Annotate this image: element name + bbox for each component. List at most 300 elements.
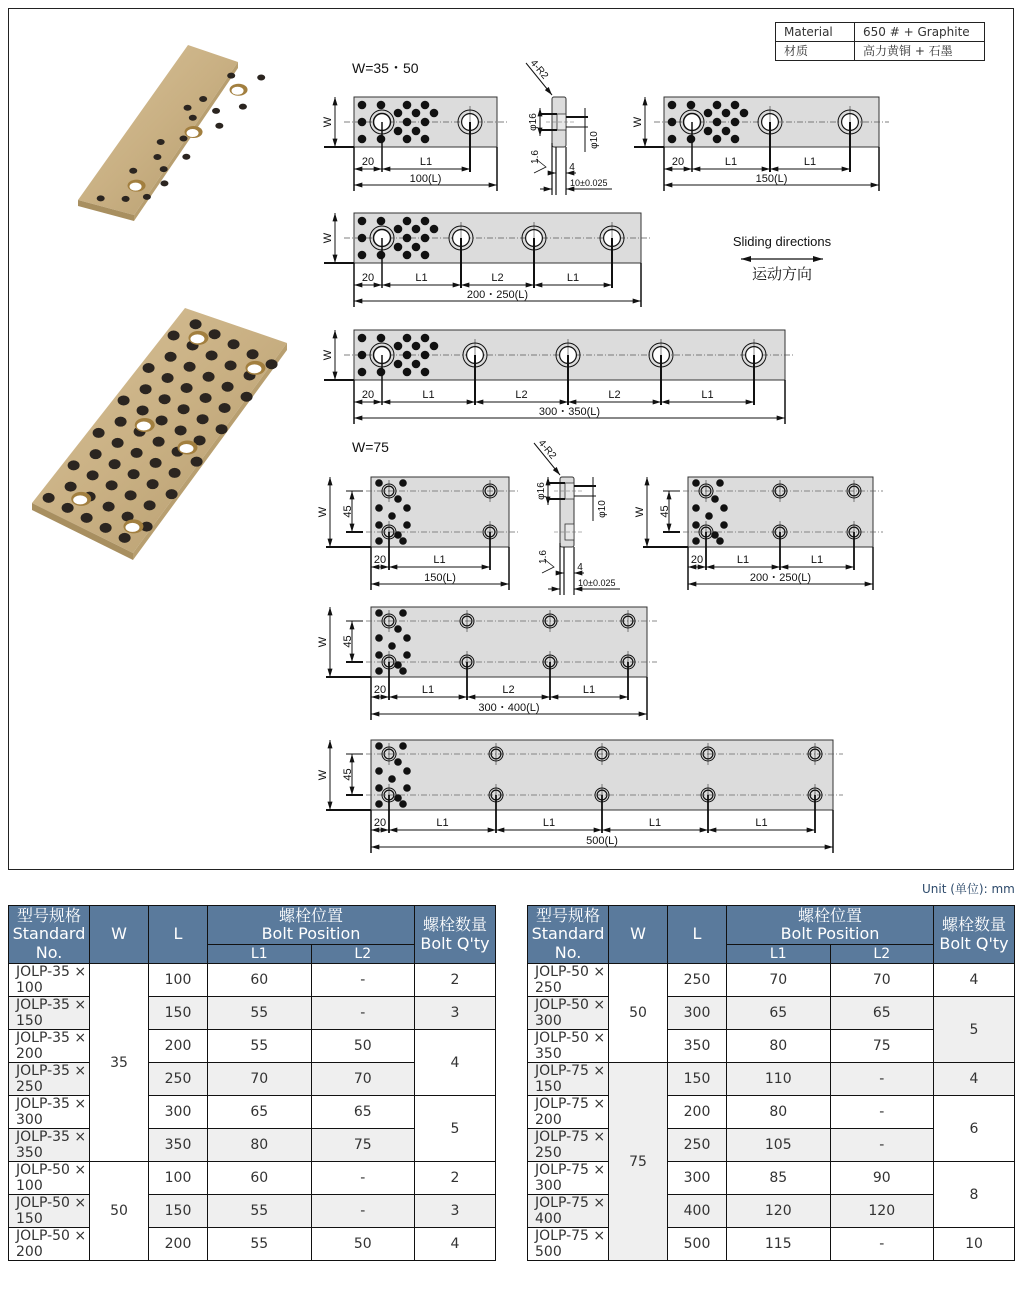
graphite-plug [93,428,105,438]
graphite-plug [394,495,402,503]
plate-w75-300 [317,607,657,720]
graphite-plug [403,351,412,360]
cell-qty: 4 [415,1228,496,1261]
cell-l1: 110 [727,1063,831,1096]
dim-l2: L2 [502,684,515,696]
cell-l1: 85 [727,1162,831,1195]
spec-table-left [8,905,496,1261]
graphite-plug [169,468,181,478]
graphite-plug [394,342,403,351]
dim-l1: L1 [755,817,768,829]
graphite-plug [713,118,722,127]
plate-w35-150 [632,97,889,191]
dim-length: 300・400(L) [478,702,540,714]
graphite-plug [125,490,137,500]
cell-l: 350 [668,1030,727,1063]
radius-label: 4-R2 [535,437,559,462]
graphite-plug [150,458,162,468]
cell-qty: 5 [934,997,1015,1063]
cell-l1: 80 [727,1096,831,1129]
graphite-plug [375,504,383,512]
header-l: L [668,906,727,964]
cell-qty: 4 [934,964,1015,997]
cell-name: JOLP-50 × 350 [528,1030,609,1063]
roughness-label: 1.6 [538,550,549,564]
thickness-10-label: 10±0.025 [570,178,608,188]
dim-45: 45 [342,505,354,518]
graphite-plug [731,118,740,127]
graphite-plug [62,503,74,513]
graphite-plug [87,470,99,480]
graphite-plug [199,96,207,102]
plate-w75-200 [634,477,883,590]
plate-w35-200 [322,213,651,307]
graphite-plug [403,101,412,110]
cell-l2: - [830,1228,934,1261]
header-bolt-position: 螺栓位置 Bolt Position [208,906,415,945]
graphite-plug [115,417,127,427]
graphite-plug [227,73,235,79]
graphite-plug [131,448,143,458]
graphite-plug [375,742,383,750]
cell-l2: - [830,1063,934,1096]
cell-w: 50 [90,1162,149,1261]
table-row [528,997,1015,1030]
dim-length: 200・250(L) [466,289,529,301]
graphite-plug [421,118,430,127]
dim-l1: L1 [422,389,435,401]
graphite-plug [740,109,749,118]
cell-l2: 70 [830,964,934,997]
material-value-en: 650 # + Graphite [855,23,985,42]
graphite-plug [388,775,396,783]
material-label-en: Material [776,23,855,42]
cell-name: JOLP-35 × 300 [9,1096,90,1129]
graphite-plug [716,479,724,487]
graphite-plug [403,118,412,127]
graphite-plug [122,196,130,202]
header-l1: L1 [727,945,831,964]
w-label: W [317,506,329,518]
cell-l1: 55 [208,997,312,1030]
plate-w35-300 [322,330,795,424]
graphite-plug [704,127,713,136]
cell-l1: 55 [208,1030,312,1063]
cell-l: 400 [668,1195,727,1228]
graphite-plug [399,479,407,487]
cell-l2: - [311,1162,415,1195]
graphite-plug [200,393,212,403]
graphite-plug [713,101,722,110]
cell-l2: - [311,997,415,1030]
side-view-w75 [534,438,620,595]
graphite-plug [692,504,700,512]
graphite-plug [403,251,412,260]
cell-qty: 10 [934,1228,1015,1261]
graphite-plug [128,469,140,479]
cell-l: 300 [149,1096,208,1129]
cell-l2: - [311,1195,415,1228]
graphite-plug [375,667,383,675]
dim-20: 20 [361,156,375,168]
graphite-plug [388,642,396,650]
graphite-plug [197,414,209,424]
cell-l2: - [311,964,415,997]
graphite-plug [112,438,124,448]
cell-name: JOLP-75 × 150 [528,1063,609,1096]
graphite-plug [206,351,218,361]
cell-l: 150 [149,997,208,1030]
graphite-plug [180,136,188,142]
graphite-plug [399,667,407,675]
dim-l1: L1 [582,684,596,696]
thickness-4-label: 4 [569,162,575,173]
material-value-cn: 高力黄铜 + 石墨 [855,42,985,61]
phi16-label: φ16 [536,482,547,500]
graphite-plug [143,363,155,373]
graphite-plug [722,127,731,136]
graphite-plug [716,537,724,545]
header-standard-no: 型号规格 Standard No. [528,906,609,964]
dim-length: 150(L) [424,572,456,584]
graphite-plug [189,115,197,121]
graphite-plug [162,373,174,383]
graphite-plug [731,135,740,144]
dim-45: 45 [342,768,354,781]
graphite-plug [160,180,168,186]
dim-l1: L1 [419,156,433,168]
graphite-plug [43,493,55,503]
cell-name: JOLP-75 × 500 [528,1228,609,1261]
graphite-plug [119,533,131,543]
graphite-plug [97,195,105,201]
w-label: W [322,116,334,128]
graphite-plug [65,482,77,492]
product-image-narrow [78,45,265,221]
cell-l1: 55 [208,1195,312,1228]
cell-name: JOLP-75 × 300 [528,1162,609,1195]
graphite-plug [358,251,367,260]
graphite-plug [181,383,193,393]
dim-l1: L1 [803,156,817,168]
graphite-plug [375,784,383,792]
graphite-plug [375,651,383,659]
graphite-plug [143,194,151,200]
graphite-plug [375,800,383,808]
graphite-plug [377,135,386,144]
graphite-plug [705,512,713,520]
dim-20: 20 [373,554,387,566]
dim-l1: L1 [436,817,449,829]
header-standard-no: 型号规格 Standard No. [9,906,90,964]
cell-name: JOLP-35 × 150 [9,997,90,1030]
sliding-label-en: Sliding directions [732,234,832,249]
graphite-plug [720,521,728,529]
cell-qty: 3 [415,1195,496,1228]
graphite-plug [377,217,386,226]
graphite-plug [103,502,115,512]
side-view-w35 [526,58,612,195]
graphite-plug [412,225,421,234]
phi10-label: φ10 [597,500,608,518]
graphite-plug [668,101,677,110]
graphite-plug [394,243,403,252]
graphite-plug [399,742,407,750]
dim-l2: L2 [515,389,528,401]
cell-name: JOLP-50 × 100 [9,1162,90,1195]
graphite-plug [184,362,196,372]
cell-l: 200 [149,1228,208,1261]
cell-name: JOLP-50 × 300 [528,997,609,1030]
cell-name: JOLP-50 × 250 [528,964,609,997]
cell-qty: 2 [415,964,496,997]
graphite-plug [153,437,165,447]
graphite-plug [394,109,403,118]
header-w: W [90,906,149,964]
dim-20: 20 [671,156,685,168]
graphite-plug [412,342,421,351]
graphite-plug [375,609,383,617]
graphite-plug [358,217,367,226]
plate-w75-500 [317,740,843,853]
graphite-plug [257,74,265,80]
graphite-plug [403,634,411,642]
header-l2: L2 [830,945,934,964]
cell-qty: 6 [934,1096,1015,1162]
graphite-plug [722,109,731,118]
graphite-plug [212,108,220,114]
graphite-plug [399,609,407,617]
graphite-plug [430,342,439,351]
cell-qty: 4 [415,1030,496,1096]
graphite-plug [377,101,386,110]
graphite-plug [109,459,121,469]
dim-l1: L1 [724,156,738,168]
spec-table-right [527,905,1015,1261]
graphite-plug [222,382,234,392]
graphite-plug [720,504,728,512]
graphite-plug [421,251,430,260]
graphite-plug [375,634,383,642]
dim-l1: L1 [701,389,714,401]
w-label: W [634,506,646,518]
dim-l1: L1 [648,817,662,829]
cell-l1: 80 [727,1030,831,1063]
cell-l1: 65 [208,1096,312,1129]
graphite-plug [166,489,178,499]
table-row [9,964,496,997]
cell-l2: - [830,1096,934,1129]
cell-name: JOLP-75 × 250 [528,1129,609,1162]
graphite-plug [377,251,386,260]
radius-label: 4-R2 [527,57,551,82]
cell-l: 100 [149,1162,208,1195]
cell-name: JOLP-35 × 200 [9,1030,90,1063]
table-row [9,1228,496,1261]
graphite-plug [412,360,421,369]
cell-l1: 60 [208,1162,312,1195]
graphite-plug [403,135,412,144]
graphite-plug [247,349,259,359]
cell-l1: 70 [208,1063,312,1096]
graphite-plug [358,334,367,343]
cell-l: 100 [149,964,208,997]
cell-w: 50 [609,964,668,1063]
graphite-plug [375,767,383,775]
graphite-plug [713,135,722,144]
table-row [9,1030,496,1063]
graphite-plug [421,334,430,343]
cell-l1: 80 [208,1129,312,1162]
dim-20: 20 [361,389,375,401]
graphite-plug [375,479,383,487]
graphite-plug [209,329,221,339]
material-label-cn: 材质 [776,42,855,61]
graphite-plug [687,135,696,144]
table-row [528,1228,1015,1261]
dim-l1: L1 [421,684,435,696]
graphite-plug [153,154,161,160]
graphite-plug [668,135,677,144]
graphite-plug [241,392,253,402]
cell-l: 150 [668,1063,727,1096]
graphite-plug [358,234,367,243]
table-row [9,997,496,1030]
cell-name: JOLP-35 × 100 [9,964,90,997]
graphite-plug [68,460,80,470]
cell-name: JOLP-35 × 350 [9,1129,90,1162]
graphite-plug [137,405,149,415]
table-row [9,1162,496,1195]
header-bolt-qty: 螺栓数量 Bolt Q'ty [415,906,496,964]
cell-name: JOLP-35 × 250 [9,1063,90,1096]
unit-label: Unit (单位): mm [922,882,1015,896]
graphite-plug [215,123,223,129]
w-label: W [317,769,329,781]
roughness-label: 1.6 [530,150,541,164]
w-label: W [632,116,644,128]
cell-l: 300 [668,997,727,1030]
graphite-plug [399,800,407,808]
graphite-plug [394,758,402,766]
table-row [528,1096,1015,1129]
cell-name: JOLP-50 × 150 [9,1195,90,1228]
graphite-plug [81,513,93,523]
graphite-plug [190,319,202,329]
dim-l2: L2 [491,272,504,284]
table-row [9,1195,496,1228]
graphite-plug [403,784,411,792]
dim-l1: L1 [810,554,824,566]
cell-name: JOLP-50 × 200 [9,1228,90,1261]
graphite-plug [182,154,190,160]
graphite-plug [412,109,421,118]
thickness-10-label: 10±0.025 [578,578,616,588]
dim-l1: L1 [433,554,446,566]
dim-l1: L1 [542,817,556,829]
cell-l1: 60 [208,964,312,997]
graphite-plug [358,351,367,360]
dim-20: 20 [361,272,375,284]
graphite-plug [106,480,118,490]
cell-l2: 50 [311,1228,415,1261]
cell-l: 500 [668,1228,727,1261]
graphite-plug [159,394,171,404]
plate-w35-100 [322,97,507,191]
header-bolt-position: 螺栓位置 Bolt Position [727,906,934,945]
graphite-plug [175,425,187,435]
graphite-plug [375,537,383,545]
cell-l1: 115 [727,1228,831,1261]
graphite-plug [219,403,231,413]
dim-l1: L1 [736,554,750,566]
graphite-plug [403,334,412,343]
w35-title: W=35・50 [352,60,419,76]
graphite-plug [140,384,152,394]
graphite-plug [421,234,430,243]
cell-name: JOLP-75 × 200 [528,1096,609,1129]
w-label: W [322,349,334,361]
cell-l2: 65 [830,997,934,1030]
graphite-plug [412,127,421,136]
graphite-plug [168,331,180,341]
graphite-plug [144,500,156,510]
graphite-plug [403,234,412,243]
table-row [528,1162,1015,1195]
graphite-plug [358,135,367,144]
phi16-label: φ16 [528,113,539,131]
graphite-plug [704,109,713,118]
graphite-plug [118,395,130,405]
graphite-plug [165,352,177,362]
graphite-plug [388,512,396,520]
graphite-plug [403,504,411,512]
cell-qty: 3 [415,997,496,1030]
graphite-plug [394,127,403,136]
cell-qty: 5 [415,1096,496,1162]
cell-l1: 65 [727,997,831,1030]
graphite-plug [731,101,740,110]
cell-w: 75 [609,1063,668,1261]
phi10-label: φ10 [589,131,600,149]
graphite-plug [225,361,237,371]
graphite-plug [692,479,700,487]
cell-l: 300 [668,1162,727,1195]
graphite-plug [399,537,407,545]
graphite-plug [228,339,240,349]
graphite-plug [129,168,137,174]
graphite-plug [394,360,403,369]
graphite-plug [430,225,439,234]
w-label: W [317,636,329,648]
graphite-plug [178,404,190,414]
w-label: W [322,232,334,244]
graphite-plug [160,166,168,172]
graphite-plug [90,449,102,459]
table-row [528,964,1015,997]
cell-l2: 70 [311,1063,415,1096]
graphite-plug [203,372,215,382]
w75-title: W=75 [352,439,389,455]
graphite-plug [375,521,383,529]
graphite-plug [239,104,247,110]
graphite-plug [358,368,367,377]
dim-length: 500(L) [586,835,618,847]
cell-qty: 2 [415,1162,496,1195]
graphite-plug [216,424,228,434]
cell-l: 250 [668,1129,727,1162]
header-l1: L1 [208,945,312,964]
